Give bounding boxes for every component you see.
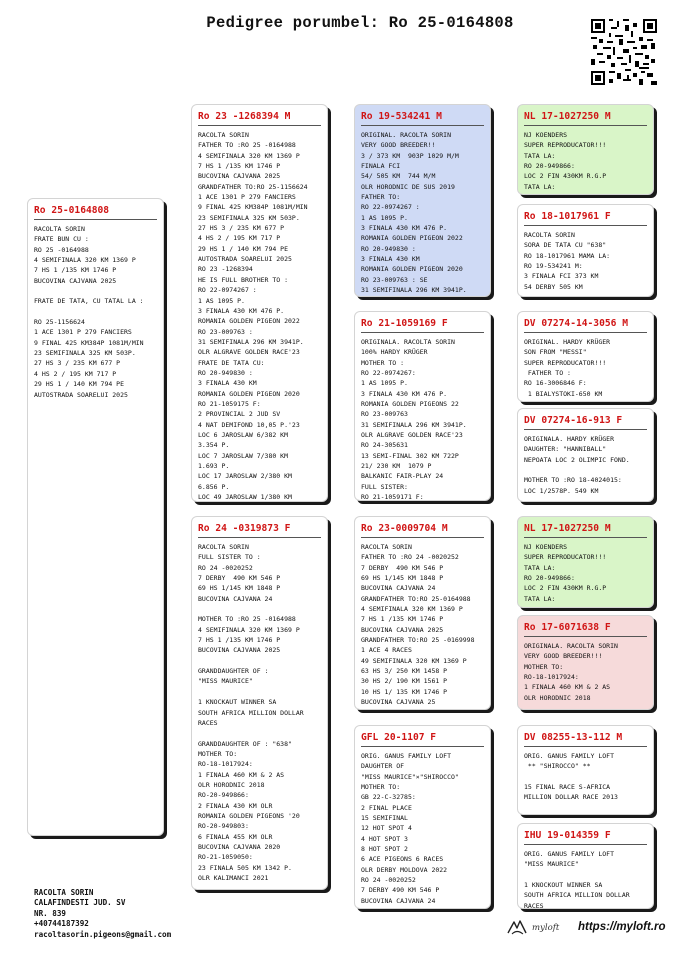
sire-sire-dam-card [517, 204, 654, 297]
pigeon-details: RACOLTA SORIN SORA DE TATA CU "638" RO 18-1017961 MAMA LA: RO 19-534241 M: 3 FINALA FCI 373 KM 54 DERBY 505 KM [524, 231, 611, 291]
pigeon-ring-number: Ro 23-0009704 M [361, 523, 448, 534]
divider [524, 332, 647, 333]
dam-sire-dam-card [517, 615, 654, 710]
sire-sire-card [354, 104, 491, 297]
dam-card [191, 516, 328, 890]
pigeon-ring-number: Ro 17-6071638 F [524, 622, 611, 633]
pigeon-ring-number: NL 17-1027250 M [524, 523, 611, 534]
divider [361, 537, 484, 538]
pigeon-ring-number: NL 17-1027250 M [524, 111, 611, 122]
divider [524, 429, 647, 430]
divider [524, 636, 647, 637]
pigeon-ring-number: DV 07274-14-3056 M [524, 318, 628, 329]
dam-sire-sire-card [517, 516, 654, 608]
divider [361, 332, 484, 333]
divider [524, 125, 647, 126]
sire-dam-dam-card [517, 408, 654, 502]
sire-sire-sire-card [517, 104, 654, 195]
divider [361, 746, 484, 747]
subject-pigeon-card [27, 198, 164, 836]
qr-code-icon [591, 19, 657, 85]
pigeon-ring-number: Ro 25-0164808 [34, 205, 110, 216]
myloft-brand [506, 919, 559, 937]
sire-dam-card [354, 311, 491, 501]
website-link[interactable]: https://myloft.ro [578, 921, 666, 933]
sire-card [191, 104, 328, 502]
pigeon-details: RACOLTA SORIN FATHER TO :RO 25 -0164988 4 SEMIFINALA 320 KM 1369 P 7 HS 1 /135 KM 1746 P BUCOVINA CAJVANA 2025 GRANDFATHER TO:RO 25-1156624 1 ACE 1301 P 279 FANCIERS 9 FINAL 425 KM384P 1081M/MIN 23 SEMIFINALA 325 KM 503P. 27 HS 3 / 235 KM 677 P 4 HS 2 / 195 KM 717 P 29 HS 1 / 140 KM 794 PE AUTOSTRADA SOARELUI 2025 RO 23 -1268394 HE IS FULL BROTHER TO : RO 22-0974267 : 1 AS 1095 P. 3 FINALA 430 KM 476 P. ROMANIA GOLDEN PIGEON 2022 RO 23-009763 : 31 SEMIFINALA 296 KM 3941P. OLR ALGRAVE GOLDEN RACE'23 FRATE DE TATA CU: RO 20-949830 : 3 FINALA 430 KM ROMANIA GOLDEN PIGEON 2020 RO 21-1059175 F: 2 PROVINCIAL 2 JUD SV 4 NAT DEMIFOND 10,05 P.'23 LOC 6 JAROSLAW 6/382 KM 3.354 P. LOC 7 JAROSLAW 7/380 KM 1.693 P. LOC 17 JAROSLAW 2/380 KM 6.856 P. LOC 49 JAROSLAW 1/380 KM [198, 131, 308, 502]
pigeon-details: ORIGINALA. RACOLTA SORIN 100% HARDY KRÜGER MOTHER TO : RO 22-0974267: 1 AS 1095 P. 3 FINALA 430 KM 476 P. ROMANIA GOLDEN PIGEONS 22 RO 23-009763 31 SEMIFINALA 296 KM 3941P. OLR ALGRAVE GOLDEN RACE'23 RO 24-305631 13 SEMI-FINAL 302 KM 722P 21/ 230 KM 1079 P BALKANIC FAIR-PLAY 24 FULL SISTER: RO 21-1059171 F: [361, 338, 467, 501]
pigeon-ring-number: IHU 19-014359 F [524, 830, 611, 841]
dam-dam-card [354, 725, 491, 909]
pigeon-details: NJ KOENDERS SUPER REPRODUCATOR!!! TATA LA: RO 20-949866: LOC 2 FIN 430KM R.G.P TATA LA: [524, 131, 607, 191]
divider [524, 225, 647, 226]
dam-dam-dam-card [517, 823, 654, 909]
pigeon-details: NJ KOENDERS SUPER REPRODUCATOR!!! TATA LA: RO 20-949866: LOC 2 FIN 430KM R.G.P TATA LA: [524, 543, 607, 603]
pigeon-ring-number: Ro 18-1017961 F [524, 211, 611, 222]
pigeon-ring-number: Ro 19-534241 M [361, 111, 442, 122]
pigeon-details: ORIGINALA. HARDY KRÜGER DAUGHTER: "HANNIBALL" NEPOATA LOC 2 OLIMPIC FOND. MOTHER TO :RO 18-4024015: LOC 1/2578P. 549 KM [524, 435, 630, 495]
dam-dam-sire-card [517, 725, 654, 815]
pigeon-ring-number: Ro 21-1059169 F [361, 318, 448, 329]
sire-dam-sire-card [517, 311, 654, 402]
pigeon-ring-number: Ro 23 -1268394 M [198, 111, 291, 122]
pigeon-details: RACOLTA SORIN FATHER TO :RO 24 -0020252 7 DERBY 490 KM 546 P 69 HS 1/145 KM 1848 P BUCOVINA CAJVANA 24 GRANDFATHER TO:RO 25-0164988 4 SEMIFINALA 320 KM 1369 P 7 HS 1 /135 KM 1746 P BUCOVINA CAJVANA 2025 GRANDFATHER TO:RO 25 -0169998 1 ACE 4 RACES 49 SEMIFINALA 320 KM 1369 P 63 HS 3/ 250 KM 1458 P 30 HS 2/ 190 KM 1561 P 10 HS 1/ 135 KM 1746 P BUCOVINA CAJVANA 25 [361, 543, 475, 707]
pigeon-details: RACOLTA SORIN FULL SISTER TO : RO 24 -0020252 7 DERBY 490 KM 546 P 69 HS 1/145 KM 1848 P BUCOVINA CAJVANA 24 MOTHER TO :RO 25 -0164988 4 SEMIFINALA 320 KM 1369 P 7 HS 1 /135 KM 1746 P BUCOVINA CAJVANA 2025 GRANDDAUGHTER OF : "MISS MAURICE" 1 KNOCKAUT WINNER SA SOUTH AFRICA MILLION DOLLAR RACES GRANDDAUGHTER OF : "638" MOTHER TO: RO-18-1017924: 1 FINALA 460 KM & 2 AS OLR HORODNIC 2018 RO-20-949866: 2 FINALA 430 KM OLR ROMANIA GOLDEN PIGEONS '20 RO-20-949803: 6 FINALA 455 KM OLR BUCOVINA CAJVANA 2020 RO-21-1059050: 23 FINALA 505 KM 1342 P. OLR KALIMANCI 2021 [198, 543, 304, 882]
breeder-contact: RACOLTA SORIN CALAFINDESTI JUD. SV NR. 839 +40744187392 racoltasorin.pigeons@gmail.com [34, 888, 172, 939]
divider [198, 125, 321, 126]
divider [524, 746, 647, 747]
divider [524, 537, 647, 538]
myloft-logo-icon [506, 919, 528, 937]
brand-name: myloft [532, 923, 560, 933]
pigeon-details: RACOLTA SORIN FRATE BUN CU : RO 25 -0164988 4 SEMIFINALA 320 KM 1369 P 7 HS 1 /135 KM 1746 P BUCOVINA CAJVANA 2025 FRATE DE TATA, CU TATAL LA : RO 25-1156624 1 ACE 1301 P 279 FANCIERS 9 FINAL 425 KM384P 1081M/MIN 23 SEMIFINALA 325 KM 503P. 27 HS 3 / 235 KM 677 P 4 HS 2 / 195 KM 717 P 29 HS 1 / 140 KM 794 PE AUTOSTRADA SOARELUI 2025 [34, 225, 144, 399]
pigeon-details: ORIGINAL. RACOLTA SORIN VERY GOOD BREEDER!! 3 / 373 KM 903P 1029 M/M FINALA FCI 54/ 505 KM 744 M/M OLR HORODNIC DE SUS 2019 FATHER TO: RO 22-0974267 : 1 AS 1095 P. 3 FINALA 430 KM 476 P. ROMANIA GOLDEN PIGEON 2022 RO 20-949830 : 3 FINALA 430 KM ROMANIA GOLDEN PIGEON 2020 RO 23-009763 : SE 31 SEMIFINALA 296 KM 3941P. [361, 131, 467, 295]
pigeon-details: ORIGINALA. RACOLTA SORIN VERY GOOD BREEDER!!! MOTHER TO: RO-18-1017924: 1 FINALA 460 KM & 2 AS OLR HORODNIC 2018 [524, 642, 618, 702]
pigeon-ring-number: GFL 20-1107 F [361, 732, 437, 743]
pigeon-ring-number: DV 07274-16-913 F [524, 415, 623, 426]
divider [524, 844, 647, 845]
page-title: Pedigree porumbel: Ro 25-0164808 [206, 14, 514, 32]
divider [34, 219, 157, 220]
pigeon-details: ORIG. GANUS FAMILY LOFT DAUGHTER OF "MISS MAURICE"×"SHIROCCO" MOTHER TO: GB 22-C-32785: 2 FINAL PLACE 15 SEMIFINAL 12 HOT SPOT 4 4 HOT SPOT 3 8 HOT SPOT 2 6 ACE PIGEONS 6 RACES OLR DERBY MOLDOVA 2022 RO 24 -0020252 7 DERBY 490 KM 546 P BUCOVINA CAJVANA 24 [361, 752, 459, 905]
divider [198, 537, 321, 538]
pigeon-details: ORIGINAL. HARDY KRÜGER SON FROM "MESSI" SUPER REPRODUCATOR!!! FATHER TO : RO 16-3006846 F: 1 BIALYSTOKI-650 KM [524, 338, 611, 398]
pigeon-ring-number: DV 08255-13-112 M [524, 732, 623, 743]
pigeon-ring-number: Ro 24 -0319873 F [198, 523, 291, 534]
divider [361, 125, 484, 126]
pigeon-details: ORIG. GANUS FAMILY LOFT "MISS MAURICE" 1 KNOCKOUT WINNER SA SOUTH AFRICA MILLION DOLLAR RACES [524, 850, 630, 909]
pigeon-details: ORIG. GANUS FAMILY LOFT ** "SHIROCCO" ** 15 FINAL RACE S-AFRICA MILLION DOLLAR RACE 2013 [524, 752, 618, 802]
dam-sire-card [354, 516, 491, 710]
